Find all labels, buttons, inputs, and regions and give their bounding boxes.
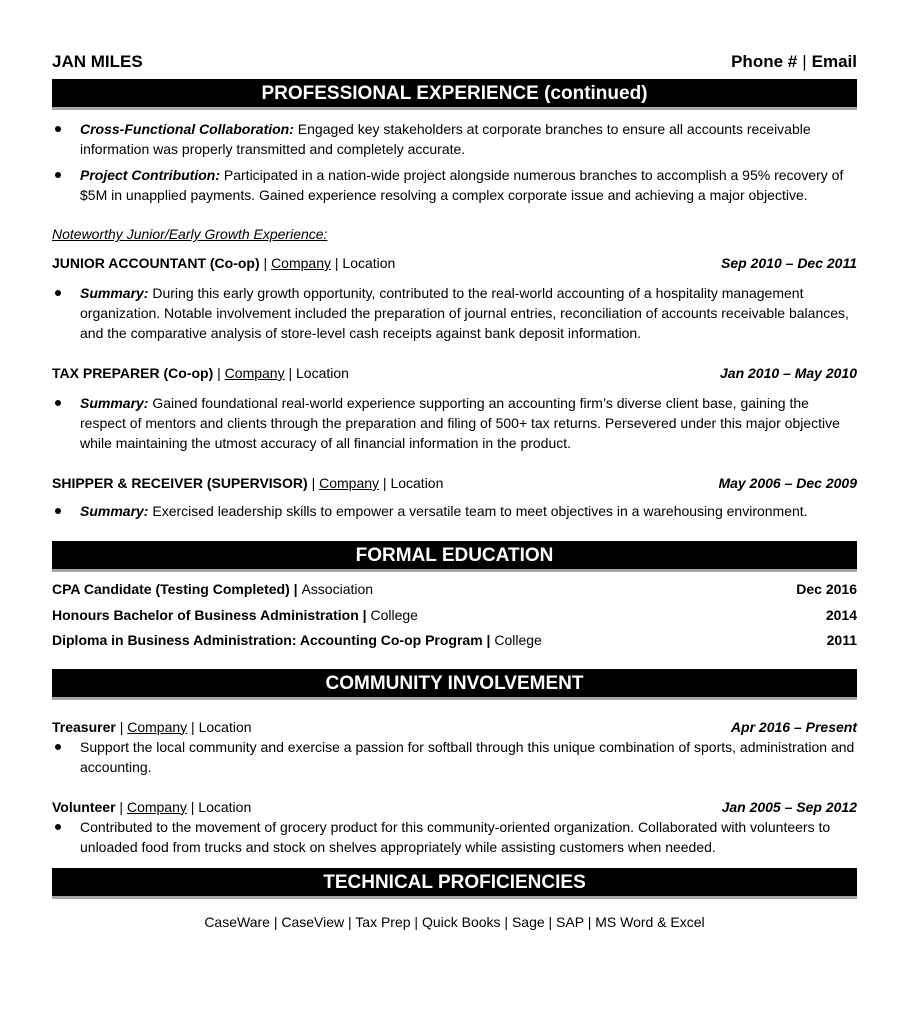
job-location: Location	[342, 255, 396, 271]
job-location: Location	[390, 475, 444, 491]
school: College	[494, 632, 542, 648]
community-location: Location	[198, 718, 252, 735]
community-date: Jan 2005 – Sep 2012	[721, 798, 857, 815]
education-list	[52, 577, 857, 654]
list-item: Summary: Exercised leadership skills to empower a versatile team to meet objectives in a warehousing environment.	[52, 501, 857, 521]
job-date: Sep 2010 – Dec 2011	[721, 255, 857, 271]
company-link: Company	[319, 475, 380, 491]
job-bullets	[52, 393, 857, 453]
education-date: Dec 2016	[796, 581, 857, 597]
early-experience-note: Noteworthy Junior/Early Growth Experience:	[52, 226, 328, 242]
degree: Diploma in Business Administration: Accounting Co-op Program	[52, 632, 483, 648]
list-item: Support the local community and exercise a passion for softball through this unique combination of sports, administration and accounting.	[52, 737, 857, 777]
education-item: Diploma in Business Administration: Accounting Co-op Program | College 2011	[52, 628, 857, 654]
list-item: Summary: During this early growth opportunity, contributed to the real-world accounting of a hospitality management organization. Notable involvement included the preparation of journal entries, reconciliation of accounts receivable balances, and the comparative analysis of store-level cash receipts against bank deposit information.	[52, 283, 857, 343]
community-role: Treasurer	[52, 718, 116, 735]
job-title: TAX PREPARER (Co-op)	[52, 365, 214, 381]
community-header: Treasurer | Company | Location Apr 2016 – Present	[52, 718, 857, 735]
contact-separator: |	[802, 52, 807, 71]
school: Association	[301, 581, 374, 597]
community-location: Location	[198, 798, 252, 815]
job-title: JUNIOR ACCOUNTANT (Co-op)	[52, 255, 260, 271]
degree: CPA Candidate (Testing Completed)	[52, 581, 290, 597]
education-item: Honours Bachelor of Business Administration | College 2014	[52, 603, 857, 629]
section-heading-technical: TECHNICAL PROFICIENCIES	[52, 868, 857, 899]
job-header: TAX PREPARER (Co-op) | Company | Location Jan 2010 – May 2010	[52, 365, 857, 381]
community-bullets	[52, 817, 857, 857]
email-label: Email	[811, 52, 857, 71]
community-bullets	[52, 737, 857, 777]
company-link: Company	[127, 718, 188, 735]
education-date: 2014	[825, 606, 857, 623]
community-date: Apr 2016 – Present	[730, 718, 857, 735]
job-location: Location	[296, 365, 349, 381]
job-header: SHIPPER & RECEIVER (SUPERVISOR) | Company | Location May 2006 – Dec 2009	[52, 475, 857, 491]
job-title: SHIPPER & RECEIVER (SUPERVISOR)	[52, 475, 308, 491]
degree: Honours Bachelor of Business Administration	[52, 606, 359, 623]
community-role: Volunteer	[52, 798, 116, 815]
job-bullets	[52, 501, 857, 521]
job-header: JUNIOR ACCOUNTANT (Co-op) | Company | Location Sep 2010 – Dec 2011	[52, 255, 857, 271]
community-header: Volunteer | Company | Location Jan 2005 – Sep 2012	[52, 798, 857, 815]
company-link: Company	[271, 255, 331, 271]
section-heading-experience: PROFESSIONAL EXPERIENCE (continued)	[52, 79, 857, 110]
resume-header	[52, 52, 857, 72]
education-item: CPA Candidate (Testing Completed) | Association Dec 2016	[52, 577, 857, 603]
job-date: May 2006 – Dec 2009	[718, 475, 857, 491]
company-link: Company	[224, 365, 285, 381]
section-heading-education: FORMAL EDUCATION	[52, 541, 857, 572]
list-item: Summary: Gained foundational real-world experience supporting an accounting firm’s diverse client base, gaining the respect of mentors and clients through the preparation and filing of 500+ tax returns. Persevered under this major objective while maintaining the utmost accuracy of all financial information in the product.	[52, 393, 857, 453]
education-date: 2011	[826, 632, 857, 648]
contact-info	[731, 52, 857, 72]
experience-bullets	[52, 119, 857, 205]
phone-label: Phone #	[731, 52, 798, 71]
skills-list: CaseWare | CaseView | Tax Prep | Quick Books | Sage | SAP | MS Word & Excel	[204, 913, 705, 930]
section-heading-community: COMMUNITY INVOLVEMENT	[52, 669, 857, 700]
list-item: Cross-Functional Collaboration: Engaged key stakeholders at corporate branches to ensure all accounts receivable information was properly transmitted and completely accurate.	[52, 119, 857, 159]
job-bullets	[52, 283, 857, 343]
job-date: Jan 2010 – May 2010	[720, 365, 857, 381]
resume-page	[52, 52, 857, 932]
list-item: Project Contribution: Participated in a nation-wide project alongside numerous branches to accomplish a 95% recovery of $5M in unapplied payments. Gained experience resolving a complex corporate issue and achieving a major objective.	[52, 165, 857, 205]
list-item: Contributed to the movement of grocery product for this community-oriented organization. Collaborated with volunteers to unloaded food from trucks and stock on shelves appropriately while assisting customers when needed.	[52, 817, 857, 857]
candidate-name: JAN MILES	[52, 52, 143, 71]
school: College	[370, 606, 418, 623]
company-link: Company	[126, 798, 187, 815]
